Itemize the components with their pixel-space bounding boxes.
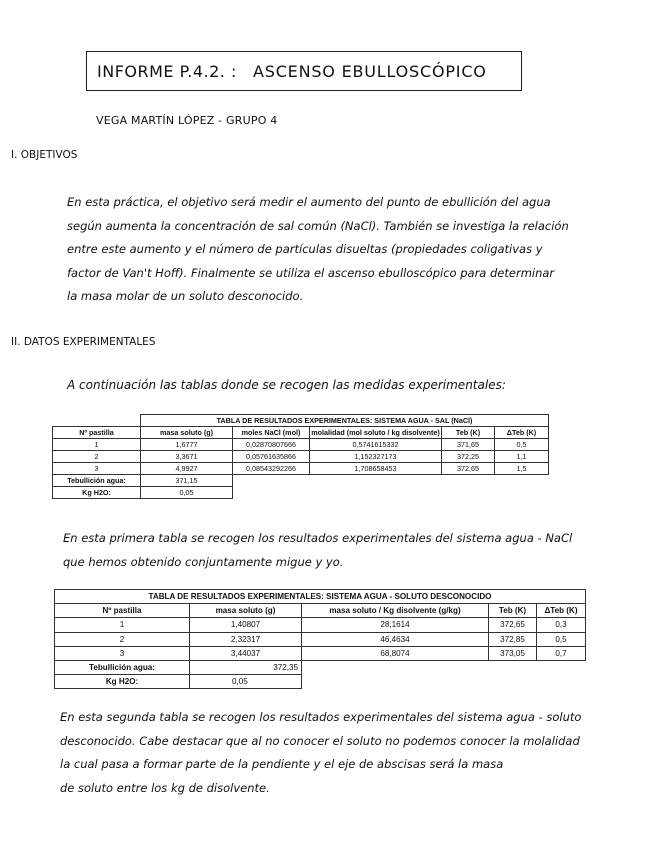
column-header: Nº pastilla [53, 427, 141, 439]
table-cell: 0,05761635866 [233, 451, 310, 463]
footer-value: 372,35 [190, 660, 302, 674]
column-header: Teb (K) [489, 604, 537, 618]
table-cell: 68,8074 [302, 646, 489, 660]
paragraph-line: la cual pasa a formar parte de la pendiente y el eje de abscisas será la masa [60, 757, 504, 771]
table-row [55, 632, 586, 646]
table-row [53, 439, 549, 451]
table-cell: 371,65 [442, 439, 495, 451]
table-cell: 1,152327173 [310, 451, 442, 463]
paragraph-line: factor de Van't Hoff). Finalmente se utiliza el ascenso ebulloscópico para determinar [67, 265, 555, 280]
table-cell: 28,1614 [302, 618, 489, 632]
table-cell: 0,08543292266 [233, 463, 310, 475]
table-cell: 2,32317 [190, 632, 302, 646]
table-cell: 1,708658453 [310, 463, 442, 475]
footer-label: Kg H2O: [55, 675, 190, 689]
table-cell: 372,85 [489, 632, 537, 646]
section-heading-objectives: I. OBJETIVOS [11, 149, 78, 161]
table-footer-row [53, 487, 549, 499]
table-cell: 372,25 [442, 451, 495, 463]
paragraph-line: desconocido. Cabe destacar que al no conocer el soluto no podemos conocer la molalidad [60, 733, 580, 748]
column-header: masa soluto (g) [190, 604, 302, 618]
paragraph-line: la masa molar de un soluto desconocido. [67, 289, 304, 303]
section-heading-data: II. DATOS EXPERIMENTALES [11, 336, 156, 348]
table-cell: 0,3 [537, 618, 586, 632]
footer-label: Tebullición agua: [53, 475, 141, 487]
table-cell: 372,65 [489, 618, 537, 632]
table-unknown-solute-results [54, 589, 586, 689]
table-nacl-results [52, 414, 549, 499]
table-row [53, 451, 549, 463]
table-title: TABLA DE RESULTADOS EXPERIMENTALES: SISTEMA AGUA - SOLUTO DESCONOCIDO [55, 590, 586, 604]
table2-comment [60, 706, 581, 800]
table-cell: 0,02870807666 [233, 439, 310, 451]
table-cell: 373,05 [489, 646, 537, 660]
table-footer-row [55, 660, 586, 674]
table-cell: 372,65 [442, 463, 495, 475]
column-header: moles NaCl (mol) [233, 427, 310, 439]
table-cell: 3,3671 [141, 451, 233, 463]
footer-value: 0,05 [141, 487, 233, 499]
table-cell: 1 [55, 618, 190, 632]
column-header: Teb (K) [442, 427, 495, 439]
footer-label: Kg H2O: [53, 487, 141, 499]
table-row [53, 463, 549, 475]
footer-label: Tebullición agua: [55, 660, 190, 674]
table-cell: 1,5 [495, 463, 549, 475]
table-cell: 1,6777 [141, 439, 233, 451]
table-cell: 0,5741615332 [310, 439, 442, 451]
table-cell: 3 [55, 646, 190, 660]
paragraph-line: entre este aumento y el número de partículas disueltas (propiedades coligativas y [67, 242, 543, 256]
table-cell: 0,5 [495, 439, 549, 451]
table-header-row [53, 427, 549, 439]
table-cell: 1 [53, 439, 141, 451]
table-title: TABLA DE RESULTADOS EXPERIMENTALES: SISTEMA AGUA - SAL (NaCl) [141, 415, 549, 427]
paragraph-line: En esta práctica, el objetivo será medir el aumento del punto de ebullición del agua [67, 195, 551, 209]
column-header: molalidad (mol soluto / kg disolvente) [311, 428, 440, 437]
column-header: ΔTeb (K) [495, 427, 549, 439]
table-header-row [55, 604, 586, 618]
objectives-paragraph [67, 191, 569, 309]
paragraph-line: de soluto entre los kg de disolvente. [60, 780, 270, 795]
paragraph-line: En esta segunda tabla se recogen los resultados experimentales del sistema agua - soluto [60, 710, 582, 724]
table-cell: 4,9927 [141, 463, 233, 475]
column-header: masa soluto (g) [141, 427, 233, 439]
table-cell: 3,44037 [190, 646, 302, 660]
table-row [55, 646, 586, 660]
table-footer-row [53, 475, 549, 487]
title-box [86, 51, 522, 91]
table-footer-row [55, 675, 586, 689]
paragraph-line: según aumenta la concentración de sal común (NaCl). También se investiga la relación [67, 218, 569, 233]
paragraph-line: En esta primera tabla se recogen los resultados experimentales del sistema agua - NaCl [63, 531, 573, 545]
table-cell: 0,5 [537, 632, 586, 646]
data-intro: A continuación las tablas donde se recogen las medidas experimentales: [67, 378, 506, 392]
table-row [55, 618, 586, 632]
table-cell: 0,7 [537, 646, 586, 660]
document-title: ASCENSO EBULLOSCÓPICO [253, 62, 487, 81]
footer-value: 371,15 [141, 475, 233, 487]
table-cell: 2 [53, 451, 141, 463]
column-header: Nº pastilla [55, 604, 190, 618]
table1-comment [63, 527, 572, 574]
table-cell: 3 [53, 463, 141, 475]
table-cell: 1,40807 [190, 618, 302, 632]
author-line: VEGA MARTÍN LÓPEZ - GRUPO 4 [96, 114, 278, 127]
column-header: ΔTeb (K) [537, 604, 586, 618]
table-cell: 2 [55, 632, 190, 646]
footer-value: 0,05 [190, 675, 302, 689]
column-header: masa soluto / Kg disolvente (g/kg) [302, 604, 489, 618]
document-title-prefix: INFORME P.4.2. : [97, 62, 237, 81]
table-cell: 46,4634 [302, 632, 489, 646]
table-cell: 1,1 [495, 451, 549, 463]
paragraph-line: que hemos obtenido conjuntamente migue y yo. [63, 554, 344, 569]
